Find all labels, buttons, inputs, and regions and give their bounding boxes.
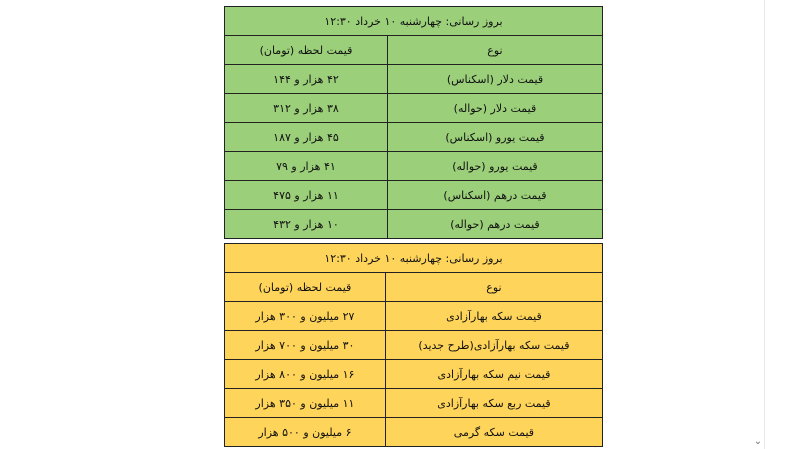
table-row bbox=[225, 360, 603, 389]
gold-coin-price-table bbox=[224, 243, 603, 447]
currency-price-cell: ۴۵ هزار و ۱۸۷ bbox=[225, 123, 388, 152]
currency-update-text: بروز رسانی: چهارشنبه ۱۰ خرداد ۱۲:۳۰ bbox=[225, 7, 603, 36]
currency-header-price: قیمت لحظه (تومان) bbox=[225, 36, 388, 65]
currency-price-table bbox=[224, 6, 603, 239]
gold-update-text: بروز رسانی: چهارشنبه ۱۰ خرداد ۱۲:۳۰ bbox=[225, 244, 603, 273]
gold-type-cell: قیمت نیم سکه بهارآزادی bbox=[385, 360, 602, 389]
gold-price-cell: ۶ میلیون و ۵۰۰ هزار bbox=[225, 418, 386, 447]
table-row bbox=[225, 418, 603, 447]
currency-type-cell: قیمت دلار (حواله) bbox=[387, 94, 602, 123]
gold-type-cell: قیمت سکه بهارآزادی(طرح جدید) bbox=[385, 331, 602, 360]
gold-type-cell: قیمت ربع سکه بهارآزادی bbox=[385, 389, 602, 418]
gold-type-cell: قیمت سکه گرمی bbox=[385, 418, 602, 447]
table-row bbox=[225, 302, 603, 331]
scrollbar-divider bbox=[764, 0, 765, 449]
table-row bbox=[225, 152, 603, 181]
table-row bbox=[225, 210, 603, 239]
table-row bbox=[225, 181, 603, 210]
scrollbar[interactable] bbox=[764, 0, 800, 449]
currency-update-row bbox=[225, 7, 603, 36]
currency-price-cell: ۴۲ هزار و ۱۴۴ bbox=[225, 65, 388, 94]
table-row bbox=[225, 389, 603, 418]
table-row bbox=[225, 65, 603, 94]
gold-header-type: نوع bbox=[385, 273, 602, 302]
currency-type-cell: قیمت درهم (اسکناس) bbox=[387, 181, 602, 210]
chevron-down-icon[interactable]: ⌄ bbox=[753, 436, 763, 447]
currency-price-cell: ۱۰ هزار و ۴۳۲ bbox=[225, 210, 388, 239]
gold-price-cell: ۱۶ میلیون و ۸۰۰ هزار bbox=[225, 360, 386, 389]
gold-header-price: قیمت لحظه (تومان) bbox=[225, 273, 386, 302]
currency-header-type: نوع bbox=[387, 36, 602, 65]
currency-type-cell: قیمت یورو (حواله) bbox=[387, 152, 602, 181]
table-row bbox=[225, 123, 603, 152]
table-row bbox=[225, 331, 603, 360]
currency-price-cell: ۱۱ هزار و ۴۷۵ bbox=[225, 181, 388, 210]
currency-type-cell: قیمت دلار (اسکناس) bbox=[387, 65, 602, 94]
gold-price-cell: ۳۰ میلیون و ۷۰۰ هزار bbox=[225, 331, 386, 360]
table-row bbox=[225, 94, 603, 123]
gold-update-row bbox=[225, 244, 603, 273]
gold-header-row bbox=[225, 273, 603, 302]
gold-price-cell: ۱۱ میلیون و ۳۵۰ هزار bbox=[225, 389, 386, 418]
currency-price-cell: ۴۱ هزار و ۷۹ bbox=[225, 152, 388, 181]
gold-type-cell: قیمت سکه بهارآزادی bbox=[385, 302, 602, 331]
currency-type-cell: قیمت درهم (حواله) bbox=[387, 210, 602, 239]
gold-price-cell: ۲۷ میلیون و ۳۰۰ هزار bbox=[225, 302, 386, 331]
currency-price-cell: ۳۸ هزار و ۳۱۲ bbox=[225, 94, 388, 123]
currency-type-cell: قیمت یورو (اسکناس) bbox=[387, 123, 602, 152]
currency-header-row bbox=[225, 36, 603, 65]
